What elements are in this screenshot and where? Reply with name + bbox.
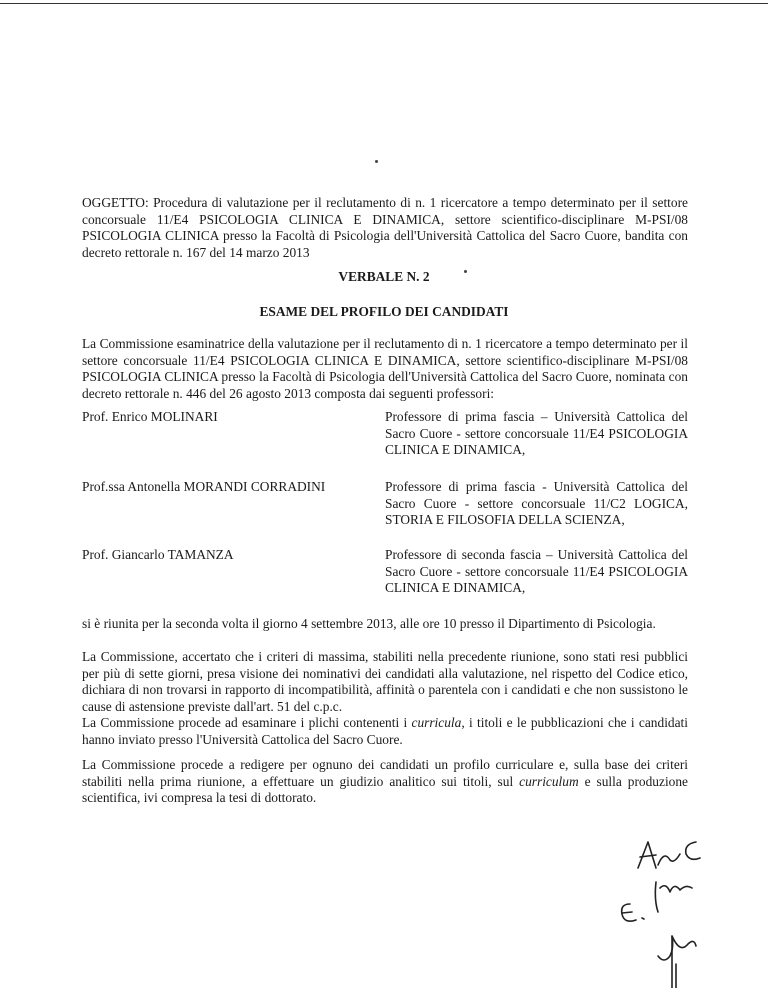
scan-dot bbox=[375, 160, 378, 163]
verbale-title: VERBALE N. 2 bbox=[338, 269, 430, 284]
curriculum-term: curriculum bbox=[519, 773, 579, 789]
member-role: Professore di prima fascia - Università Cattolica del Sacro Cuore - settore concorsuale 11/C2 LOGICA, STORIA E FILOSOFIA DELLA SCIENZA, bbox=[385, 479, 688, 528]
top-rule bbox=[0, 3, 768, 4]
member-name: Prof. Giancarlo TAMANZA bbox=[82, 547, 234, 562]
handwritten-initials-signature bbox=[600, 838, 750, 988]
member-name: Prof.ssa Antonella MORANDI CORRADINI bbox=[82, 479, 326, 494]
intro-paragraph: La Commissione esaminatrice della valutazione per il reclutamento di n. 1 ricercatore a tempo determinato per il settore concorsuale 11/E4 PSICOLOGIA CLINICA E DINAMICA, settore scientifico-disciplinare M-PSI/08 PSICOLOGIA CLINICA presso la Facoltà di Psicologia dell'Università Cattolica del Sacro Cuore, nominata con decreto rettorale n. 446 del 26 agosto 2013 composta dai seguenti professori: bbox=[82, 336, 688, 401]
member-role: Professore di seconda fascia – Università Cattolica del Sacro Cuore - settore concorsuale 11/E4 PSICOLOGIA CLINICA E DINAMICA, bbox=[385, 547, 688, 596]
curricula-term: curricula bbox=[411, 715, 462, 731]
member-name: Prof. Enrico MOLINARI bbox=[82, 409, 218, 424]
meeting-paragraph: si è riunita per la seconda volta il giorno 4 settembre 2013, alle ore 10 presso il Dipartimento di Psicologia. bbox=[82, 616, 656, 631]
member-role: Professore di prima fascia – Università Cattolica del Sacro Cuore - settore concorsuale 11/E4 PSICOLOGIA CLINICA E DINAMICA, bbox=[385, 409, 688, 458]
subject-paragraph: OGGETTO: Procedura di valutazione per il reclutamento di n. 1 ricercatore a tempo determinato per il settore concorsuale 11/E4 PSICOLOGIA CLINICA E DINAMICA, settore scientifico-disciplinare M-PSI/08 PSICOLOGIA CLINICA presso la Facoltà di Psicologia dell'Università Cattolica del Sacro Cuore, bandita con decreto rettorale n. 167 del 14 marzo 2013 bbox=[82, 195, 688, 260]
profile-text-end: e sulla produzione scientifica, ivi compresa la tesi di dottorato. bbox=[82, 773, 688, 806]
conflict-text: La Commissione, accertato che i criteri di massima, stabiliti nella precedente riunione, sono stati resi pubblici per più di sette giorni, presa visione dei nominativi dei candidati alla valutazione, nel rispetto del Codice etico, dichiara di non trovarsi in rapporto di incompatibilità, affinità o parentela con i candidati e che non sussistono le cause di astensione previste dall'art. 51 del c.p.c. bbox=[82, 649, 688, 714]
plichi-text-end: , i titoli e le pubblicazioni che i candidati hanno inviato presso l'Università Cattolica del Sacro Cuore. bbox=[82, 715, 688, 747]
conflict-paragraph bbox=[82, 649, 688, 749]
profile-text-start: La Commissione procede a redigere per ognuno dei candidati un profilo curriculare e, sulla base dei criteri stabiliti nella prima riunione, a effettuare un giudizio analitico sui titoli, sul bbox=[82, 757, 688, 789]
plichi-text-start: La Commissione procede ad esaminare i plichi contenenti i bbox=[82, 715, 412, 731]
profile-paragraph bbox=[82, 757, 688, 807]
section-title: ESAME DEL PROFILO DEI CANDIDATI bbox=[259, 304, 509, 319]
